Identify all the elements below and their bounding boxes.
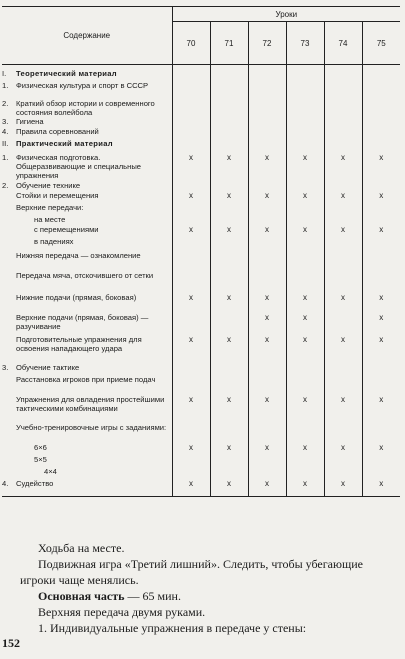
row-content	[2, 81, 172, 99]
row-number: 1.	[2, 152, 9, 162]
row-number	[2, 237, 16, 246]
body-text	[20, 540, 400, 636]
lesson-mark	[324, 127, 362, 139]
lesson-mark	[172, 99, 210, 117]
lesson-mark	[210, 363, 248, 375]
lesson-mark	[210, 203, 248, 215]
lesson-mark	[286, 271, 324, 293]
lesson-plan-table	[2, 6, 400, 497]
lesson-mark	[210, 117, 248, 127]
lesson-mark	[248, 215, 286, 225]
lesson-mark	[248, 69, 286, 81]
table-row	[2, 225, 400, 237]
lesson-mark	[324, 181, 362, 191]
table-row	[2, 335, 400, 363]
lesson-mark: x	[172, 153, 210, 181]
lesson-mark	[248, 139, 286, 153]
text-line: Ходьба на месте.	[38, 541, 125, 555]
row-content	[2, 293, 172, 313]
lesson-mark: x	[286, 225, 324, 237]
page-number: 152	[2, 636, 20, 650]
row-label: Передача мяча, отскочившего от сетки	[16, 270, 154, 280]
lesson-mark: x	[379, 312, 384, 322]
row-content	[2, 99, 172, 117]
header-content: Содержание	[2, 7, 172, 65]
lesson-mark: x	[172, 479, 210, 497]
lesson-mark	[362, 81, 400, 99]
lesson-mark: x	[379, 152, 384, 162]
table-row	[2, 293, 400, 313]
table-row	[2, 455, 400, 467]
lesson-mark: x	[210, 225, 248, 237]
lesson-mark: x	[248, 395, 286, 423]
lesson-mark	[362, 203, 400, 215]
row-label: Верхние подачи (прямая, боковая) — разучивание	[16, 312, 149, 331]
row-number	[2, 443, 16, 452]
row-content	[2, 215, 172, 225]
row-content	[2, 423, 172, 443]
row-label: Обучение технике	[16, 180, 81, 190]
text-line: Подвижная игра «Третий лишний». Следить, чтобы убегающие игроки чаще менялись.	[20, 557, 363, 587]
row-label: в падениях	[34, 236, 74, 246]
lesson-mark	[172, 363, 210, 375]
row-number	[2, 251, 16, 260]
lesson-mark	[362, 181, 400, 191]
lesson-mark	[286, 237, 324, 251]
lesson-mark	[210, 375, 248, 395]
table-row	[2, 443, 400, 455]
row-number	[2, 467, 16, 476]
lesson-mark	[172, 181, 210, 191]
lesson-mark	[286, 139, 324, 153]
row-number: 4.	[2, 478, 9, 488]
lesson-mark	[172, 127, 210, 139]
row-label: Нижняя передача — ознакомление	[16, 250, 141, 260]
row-content	[2, 335, 172, 363]
row-content	[2, 117, 172, 127]
row-content	[2, 443, 172, 455]
row-label: Верхние передачи:	[16, 202, 84, 212]
row-label: Практический материал	[16, 138, 113, 148]
row-content	[2, 313, 172, 335]
lesson-mark	[248, 251, 286, 271]
lesson-number: 71	[210, 22, 248, 65]
lesson-mark	[210, 251, 248, 271]
lesson-mark: x	[379, 394, 384, 404]
lesson-mark	[286, 455, 324, 467]
table-row	[2, 271, 400, 293]
row-label: Теоретический материал	[16, 68, 117, 78]
lesson-mark: x	[379, 334, 384, 344]
table-row	[2, 423, 400, 443]
lesson-number: 72	[248, 22, 286, 65]
row-content	[2, 375, 172, 395]
row-label: Нижние подачи (прямая, боковая)	[16, 292, 137, 302]
table-row	[2, 203, 400, 215]
lesson-mark	[324, 251, 362, 271]
lesson-mark	[210, 127, 248, 139]
lesson-mark	[362, 99, 400, 117]
row-number	[2, 335, 16, 353]
lesson-mark: x	[286, 153, 324, 181]
lesson-mark	[324, 215, 362, 225]
row-content	[2, 153, 172, 181]
lesson-mark: x	[286, 395, 324, 423]
row-content	[2, 395, 172, 423]
lesson-mark	[172, 81, 210, 99]
row-content	[2, 363, 172, 375]
lesson-mark: x	[172, 443, 210, 455]
lesson-mark	[324, 363, 362, 375]
row-number: 1.	[2, 80, 9, 90]
lesson-mark	[324, 117, 362, 127]
lesson-mark: x	[210, 443, 248, 455]
lesson-mark: x	[286, 479, 324, 497]
lesson-mark: x	[172, 293, 210, 313]
row-content	[2, 467, 172, 479]
lesson-mark	[286, 117, 324, 127]
lesson-mark	[210, 423, 248, 443]
lesson-mark	[362, 251, 400, 271]
lesson-mark	[210, 467, 248, 479]
lesson-mark	[362, 375, 400, 395]
lesson-mark	[210, 139, 248, 153]
lesson-mark	[324, 271, 362, 293]
row-content	[2, 251, 172, 271]
lesson-mark	[172, 423, 210, 443]
lesson-mark	[324, 69, 362, 81]
lesson-mark: x	[172, 335, 210, 363]
lesson-mark	[172, 237, 210, 251]
row-number: I.	[2, 68, 7, 78]
lesson-mark	[286, 81, 324, 99]
lesson-mark: x	[286, 191, 324, 203]
lesson-mark	[248, 375, 286, 395]
table-row	[2, 117, 400, 127]
lesson-mark	[286, 69, 324, 81]
lesson-mark: x	[172, 225, 210, 237]
row-content	[2, 479, 172, 497]
row-label: Физическая культура и спорт в СССР	[16, 80, 149, 90]
row-label: Краткий обзор истории и современного состояния волейбола	[16, 98, 155, 117]
lesson-mark: x	[286, 293, 324, 313]
lesson-number: 75	[362, 22, 400, 65]
table-row	[2, 237, 400, 251]
lesson-mark	[324, 455, 362, 467]
lesson-mark: x	[210, 479, 248, 497]
lesson-mark	[362, 363, 400, 375]
lesson-mark: x	[210, 293, 248, 313]
row-content	[2, 69, 172, 81]
lesson-mark	[248, 363, 286, 375]
row-label: Подготовительные упражнения для освоения нападающего удара	[16, 334, 142, 353]
lesson-mark: x	[379, 292, 384, 302]
lesson-mark	[172, 117, 210, 127]
lesson-mark	[286, 203, 324, 215]
lesson-number: 73	[286, 22, 324, 65]
lesson-mark: x	[286, 335, 324, 363]
lesson-mark	[248, 203, 286, 215]
row-content	[2, 191, 172, 203]
row-label: Стойки и перемещения	[16, 190, 99, 200]
row-content	[2, 181, 172, 191]
lesson-mark: x	[324, 395, 362, 423]
table-row	[2, 99, 400, 117]
lesson-mark	[172, 251, 210, 271]
row-content	[2, 127, 172, 139]
lesson-mark	[362, 139, 400, 153]
lesson-mark	[324, 99, 362, 117]
row-number	[2, 225, 16, 234]
lesson-mark	[362, 127, 400, 139]
row-number	[2, 423, 16, 432]
lesson-mark	[286, 99, 324, 117]
row-number	[2, 203, 16, 212]
lesson-mark	[172, 467, 210, 479]
lesson-mark	[248, 423, 286, 443]
lesson-mark: x	[324, 479, 362, 497]
lesson-mark: x	[286, 443, 324, 455]
row-label: на месте	[34, 214, 66, 224]
row-number: II.	[2, 138, 9, 148]
row-label: Учебно-тренировочные игры с заданиями:	[16, 422, 167, 432]
row-number: 2.	[2, 98, 9, 108]
lesson-mark: x	[248, 443, 286, 455]
lesson-mark	[172, 271, 210, 293]
lesson-mark	[324, 237, 362, 251]
lesson-mark	[248, 117, 286, 127]
row-number	[2, 215, 16, 224]
lesson-mark	[172, 215, 210, 225]
lesson-mark	[248, 271, 286, 293]
row-number: 4.	[2, 126, 9, 136]
row-number: 2.	[2, 180, 9, 190]
table-row	[2, 191, 400, 203]
lesson-mark	[362, 117, 400, 127]
row-content	[2, 237, 172, 251]
lesson-number: 70	[172, 22, 210, 65]
lesson-mark	[286, 181, 324, 191]
lesson-mark	[210, 69, 248, 81]
lesson-mark	[286, 423, 324, 443]
section-duration: — 65 мин.	[124, 589, 181, 603]
lesson-mark	[362, 455, 400, 467]
lesson-mark	[248, 99, 286, 117]
row-content	[2, 225, 172, 237]
lesson-mark	[286, 127, 324, 139]
table-row	[2, 215, 400, 225]
table-row	[2, 363, 400, 375]
table-row	[2, 81, 400, 99]
row-label: 6×6	[34, 442, 47, 452]
lesson-mark	[324, 139, 362, 153]
table-row	[2, 251, 400, 271]
lesson-mark: x	[324, 225, 362, 237]
section-heading: Основная часть	[38, 589, 125, 603]
lesson-mark	[286, 375, 324, 395]
lesson-mark	[172, 375, 210, 395]
text-line: Верхняя передача двумя руками.	[38, 605, 206, 619]
lesson-mark	[172, 313, 210, 335]
lesson-mark: x	[210, 191, 248, 203]
lesson-mark: x	[324, 335, 362, 363]
lesson-mark	[172, 203, 210, 215]
table-row	[2, 139, 400, 153]
lesson-mark: x	[379, 224, 384, 234]
lesson-mark	[324, 313, 362, 335]
table-row	[2, 69, 400, 81]
table-row	[2, 467, 400, 479]
lesson-plan-table-wrapper	[2, 6, 400, 515]
row-number	[2, 375, 16, 384]
lesson-number: 74	[324, 22, 362, 65]
lesson-mark	[210, 215, 248, 225]
row-number	[2, 313, 16, 331]
lesson-mark: x	[248, 153, 286, 181]
lesson-mark	[324, 467, 362, 479]
table-row	[2, 313, 400, 335]
lesson-mark	[362, 237, 400, 251]
row-content	[2, 139, 172, 153]
lesson-mark: x	[210, 153, 248, 181]
table-body	[2, 65, 400, 497]
row-content	[2, 271, 172, 293]
row-label: Упражнения для овладения простейшими тактическими комбинациями	[16, 394, 165, 413]
lesson-mark	[362, 467, 400, 479]
lesson-mark: x	[248, 335, 286, 363]
lesson-mark	[362, 215, 400, 225]
row-content	[2, 455, 172, 467]
table-row	[2, 153, 400, 181]
row-label: Физическая подготовка. Общеразвивающие и специальные упражнения	[16, 152, 142, 180]
lesson-mark	[248, 455, 286, 467]
row-label: Судейство	[16, 478, 54, 488]
table-row	[2, 395, 400, 423]
table-row	[2, 127, 400, 139]
lesson-mark	[286, 251, 324, 271]
row-label: Правила соревнований	[16, 126, 99, 136]
row-label: Обучение тактике	[16, 362, 80, 372]
lesson-mark	[248, 467, 286, 479]
lesson-mark	[172, 139, 210, 153]
row-number	[2, 455, 16, 464]
lesson-mark	[286, 363, 324, 375]
lesson-mark: x	[286, 313, 324, 335]
row-number	[2, 395, 16, 413]
lesson-mark: x	[362, 479, 400, 497]
text-line	[20, 588, 400, 604]
lesson-mark: x	[210, 335, 248, 363]
row-label: с перемещениями	[34, 224, 99, 234]
row-number: 3.	[2, 362, 9, 372]
lesson-mark	[248, 127, 286, 139]
lesson-mark	[172, 455, 210, 467]
lesson-mark	[210, 455, 248, 467]
header-lessons: Уроки	[172, 7, 400, 22]
lesson-mark	[210, 81, 248, 99]
lesson-mark: x	[324, 443, 362, 455]
row-content	[2, 203, 172, 215]
row-label: 4×4	[44, 466, 57, 476]
lesson-mark	[362, 271, 400, 293]
lesson-mark	[210, 271, 248, 293]
lesson-mark	[286, 467, 324, 479]
lesson-mark: x	[379, 190, 384, 200]
text-line: 1. Индивидуальные упражнения в передаче у стены:	[38, 621, 307, 635]
row-number	[2, 271, 16, 280]
lesson-mark: x	[172, 191, 210, 203]
lesson-mark: x	[248, 191, 286, 203]
row-label: Расстановка игроков при приеме подач	[16, 374, 156, 384]
lesson-mark: x	[248, 293, 286, 313]
lesson-mark	[210, 313, 248, 335]
lesson-mark: x	[210, 395, 248, 423]
lesson-mark	[248, 181, 286, 191]
lesson-mark	[286, 215, 324, 225]
lesson-mark: x	[172, 395, 210, 423]
lesson-mark: x	[324, 153, 362, 181]
lesson-mark: x	[248, 313, 286, 335]
row-number: 3.	[2, 116, 9, 126]
lesson-mark	[248, 237, 286, 251]
lesson-mark	[210, 99, 248, 117]
row-label: Гигиена	[16, 116, 44, 126]
lesson-mark	[210, 181, 248, 191]
lesson-mark	[248, 81, 286, 99]
lesson-mark	[324, 203, 362, 215]
lesson-mark: x	[248, 479, 286, 497]
lesson-mark: x	[248, 225, 286, 237]
lesson-mark: x	[324, 191, 362, 203]
lesson-mark: x	[324, 293, 362, 313]
lesson-mark	[210, 237, 248, 251]
lesson-mark	[324, 375, 362, 395]
row-label: 5×5	[34, 454, 47, 464]
lesson-mark	[324, 81, 362, 99]
table-row	[2, 479, 400, 497]
lesson-mark	[362, 423, 400, 443]
lesson-mark: x	[379, 442, 384, 452]
table-row	[2, 181, 400, 191]
lesson-mark	[324, 423, 362, 443]
row-number	[2, 191, 16, 200]
table-row	[2, 375, 400, 395]
row-number	[2, 293, 16, 302]
lesson-mark	[172, 69, 210, 81]
lesson-mark	[362, 69, 400, 81]
